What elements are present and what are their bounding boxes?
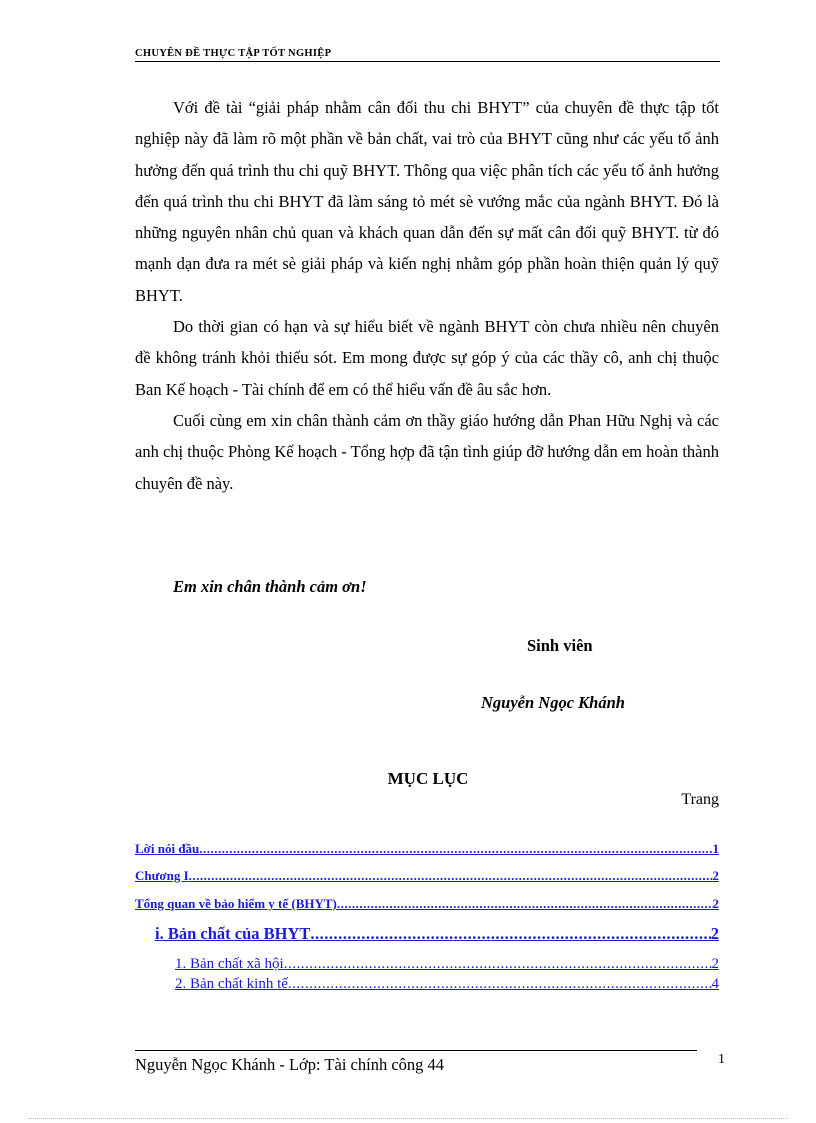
- signature-role: Sinh viên: [527, 636, 593, 655]
- page-number: 1: [718, 1052, 725, 1067]
- toc-entry-page: 4: [711, 976, 719, 992]
- toc-entry-text: 2. Bản chất kinh tế: [175, 976, 288, 992]
- body-text: [135, 92, 719, 499]
- toc-page-label: Trang: [681, 791, 719, 808]
- toc-entry-social-nature[interactable]: [175, 956, 719, 973]
- toc-entry-page: 2: [712, 868, 719, 883]
- toc-entry-page: 2: [712, 896, 719, 911]
- signature-author: Nguyễn Ngọc Khánh: [481, 693, 625, 712]
- toc-entry-preface[interactable]: [135, 841, 719, 857]
- paragraph-acknowledgement: Cuối cùng em xin chân thành cảm ơn thầy giáo hướng dẫn Phan Hữu Nghị và các anh chị thuộc Phòng Kế hoạch - Tổng hợp đã tận tình giúp đỡ hướng dẫn em hoàn thành chuyên đề này.: [135, 410, 719, 493]
- footer-text: Nguyễn Ngọc Khánh - Lớp: Tài chính công 44: [135, 1055, 445, 1074]
- toc-entry-text: 1. Bản chất xã hội: [175, 956, 284, 972]
- toc-entry-text: i. Bản chất của BHYT: [155, 924, 311, 943]
- footer-divider: [135, 1050, 697, 1051]
- toc-entry-text: Chương I: [135, 868, 189, 883]
- toc-leader-dots: [337, 896, 713, 912]
- page-bottom-border: [28, 1118, 788, 1119]
- toc-entry-page: 2: [711, 956, 719, 972]
- toc-entry-page: 2: [710, 924, 719, 943]
- toc-entry-page: 1: [712, 841, 719, 856]
- toc-entry-nature-of-bhyt[interactable]: [155, 924, 719, 944]
- toc-entry-text: Lời nói đầu: [135, 841, 200, 856]
- toc-entry-text: Tổng quan về bảo hiểm y tế (BHYT): [135, 896, 337, 911]
- toc-leader-dots: [199, 841, 712, 857]
- toc-title: MỤC LỤC: [387, 769, 469, 788]
- paragraph-summary: Với đề tài “giải pháp nhằm cân đối thu chi BHYT” của chuyên đề thực tập tốt nghiệp này đã làm rõ một phần về bản chất, vai trò của BHYT cũng như các yếu tố ảnh hưởng đến quá trình thu chi quỹ BHYT. Thông qua việc phân tích các yếu tố ảnh hưởng đến quá trình thu chi BHYT đã làm sáng tỏ mét sè vướng mắc của ngành BHYT. Đó là những nguyên nhân chủ quan và khách quan dẫn đến sự mất cân đối quỹ BHYT. từ đó mạnh dạn đưa ra mét sè giải pháp và kiến nghị nhằm góp phần hoàn thiện quản lý quỹ BHYT.: [135, 98, 719, 305]
- toc-leader-dots: [284, 956, 712, 973]
- toc-entry-economic-nature[interactable]: [175, 976, 719, 993]
- toc-entry-chapter-1[interactable]: [135, 868, 719, 884]
- toc-leader-dots: [288, 976, 712, 993]
- thanks-line: Em xin chân thành cảm ơn!: [173, 577, 367, 596]
- toc-entry-overview[interactable]: [135, 896, 719, 912]
- page-header: CHUYÊN ĐỀ THỰC TẬP TỐT NGHIỆP: [135, 48, 720, 62]
- toc-leader-dots: [310, 924, 710, 944]
- toc-leader-dots: [189, 868, 713, 884]
- paragraph-limitations: Do thời gian có hạn và sự hiểu biết về ngành BHYT còn chưa nhiều nên chuyên đề không tránh khỏi thiếu sót. Em mong được sự góp ý của các thầy cô, anh chị thuộc Ban Kế hoạch - Tài chính để em có thể hiểu vấn đề âu sắc hơn.: [135, 317, 719, 399]
